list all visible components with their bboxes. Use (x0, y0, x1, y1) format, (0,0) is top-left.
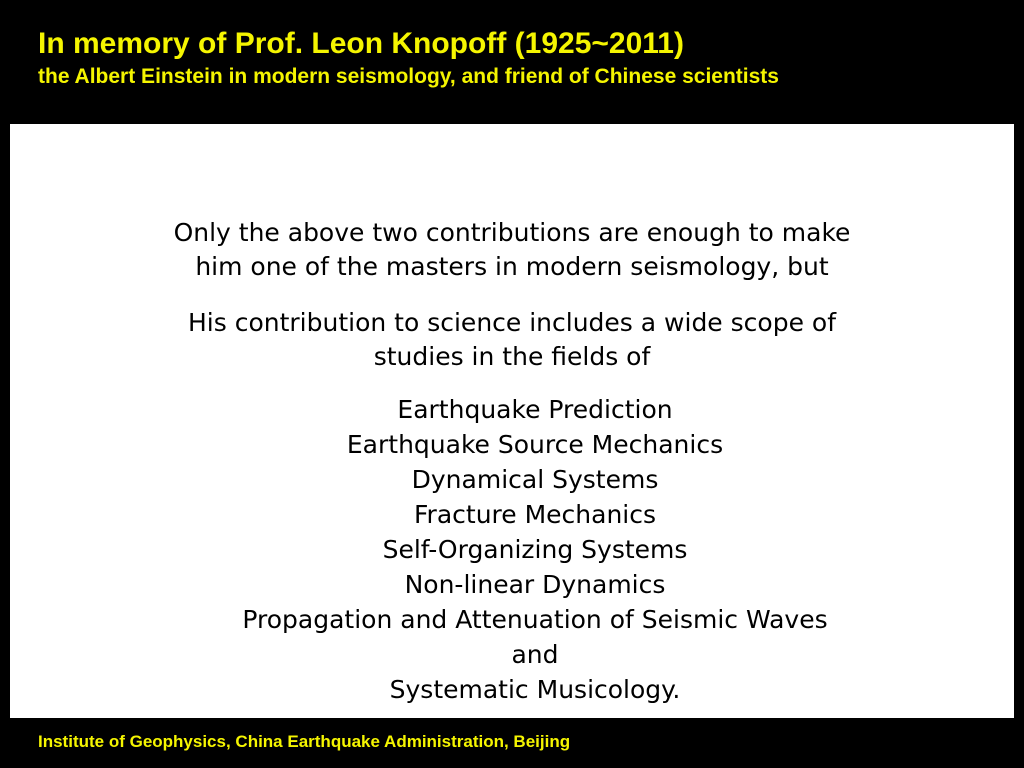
field-item: Propagation and Attenuation of Seismic Waves (242, 605, 828, 634)
field-item: Earthquake Source Mechanics (346, 430, 724, 459)
slide-title: In memory of Prof. Leon Knopoff (1925~2011) (38, 27, 684, 60)
paragraph-line: studies in the fields of (373, 342, 651, 371)
paragraph-contribution (30, 306, 994, 374)
slide-footer: Institute of Geophysics, China Earthquake Administration, Beijing (38, 732, 571, 751)
slide-subtitle: the Albert Einstein in modern seismology, and friend of Chinese scientists (38, 65, 779, 88)
paragraph-line: him one of the masters in modern seismology, but (195, 252, 829, 281)
fields-list (170, 392, 900, 707)
field-item: Non-linear Dynamics (404, 570, 666, 599)
field-item: Fracture Mechanics (413, 500, 657, 529)
field-item: Dynamical Systems (411, 465, 659, 494)
field-item: Systematic Musicology. (389, 675, 681, 704)
content-panel (10, 124, 1014, 718)
paragraph-line: Only the above two contributions are enough to make (173, 218, 851, 247)
field-item: Self-Organizing Systems (382, 535, 688, 564)
field-item: Earthquake Prediction (397, 395, 673, 424)
paragraph-line: His contribution to science includes a wide scope of (188, 308, 836, 337)
slide-header (38, 26, 1004, 90)
field-item: and (511, 640, 559, 669)
paragraph-masters (30, 216, 994, 284)
